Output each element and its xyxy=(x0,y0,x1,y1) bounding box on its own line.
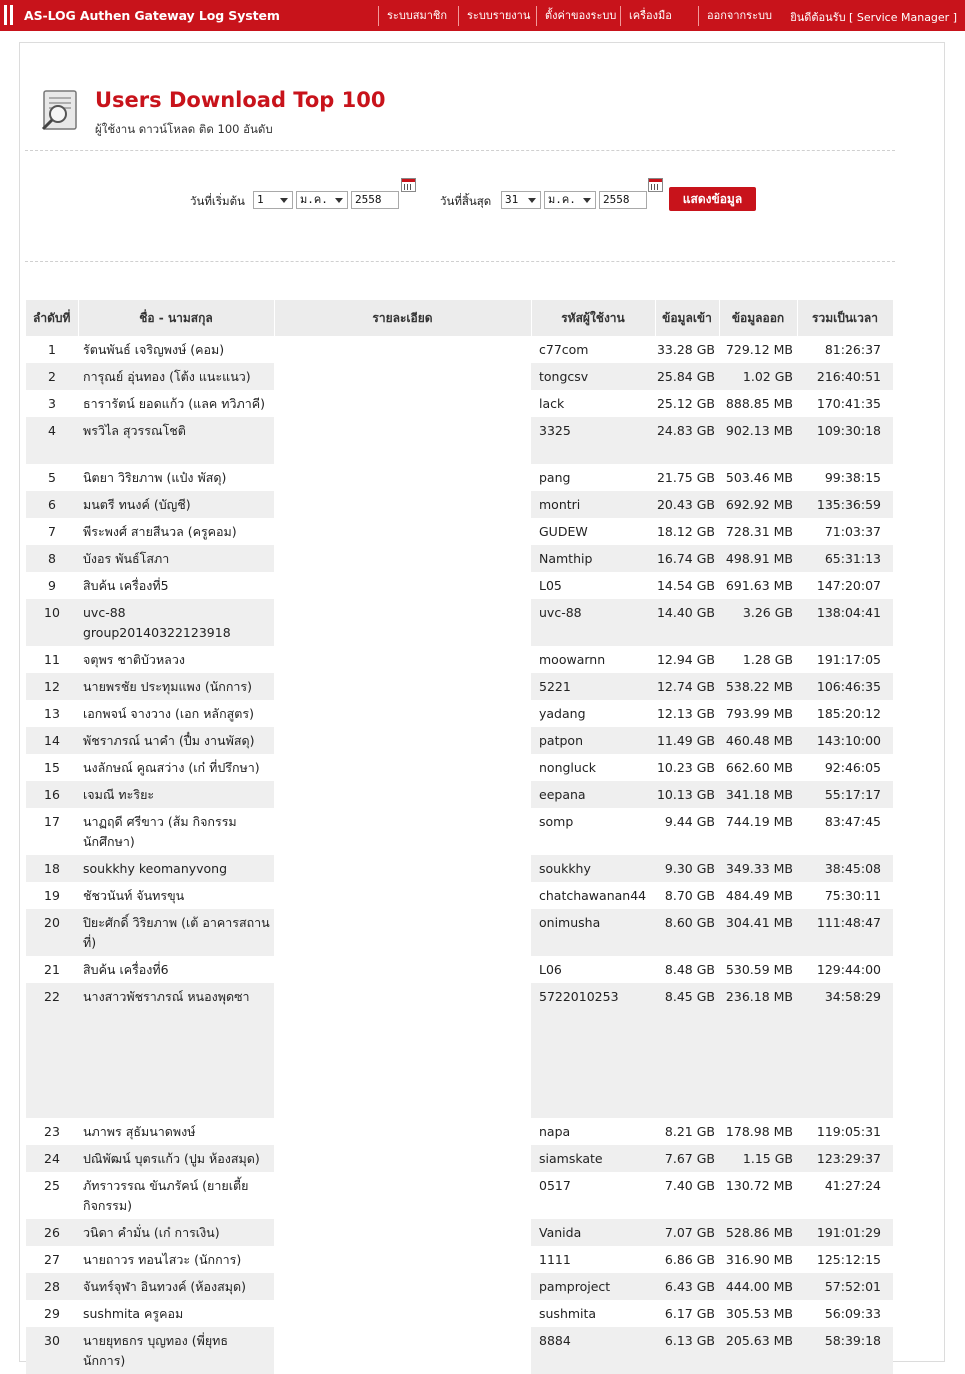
table-row xyxy=(26,909,893,956)
data-out-cell: 1.02 GB xyxy=(719,363,797,390)
detail-cell xyxy=(274,1118,531,1145)
data-out-cell: 744.19 MB xyxy=(719,808,797,855)
detail-cell xyxy=(274,1219,531,1246)
total-time-cell: 55:17:17 xyxy=(797,781,893,808)
data-in-cell: 20.43 GB xyxy=(655,491,719,518)
data-in-cell: 18.12 GB xyxy=(655,518,719,545)
table-row xyxy=(26,1172,893,1219)
nav-logout[interactable]: ออกจากระบบ xyxy=(698,6,788,26)
rank-cell: 11 xyxy=(26,646,78,673)
table-row xyxy=(26,417,893,464)
data-in-cell: 7.40 GB xyxy=(655,1172,719,1219)
data-out-cell: 305.53 MB xyxy=(719,1300,797,1327)
username-cell: siamskate xyxy=(531,1145,655,1172)
table-row xyxy=(26,1246,893,1273)
name-cell: สิบค้น เครื่องที่5 xyxy=(78,572,274,599)
detail-cell xyxy=(274,336,531,363)
data-in-cell: 7.67 GB xyxy=(655,1145,719,1172)
rank-cell: 30 xyxy=(26,1327,78,1374)
app-title: AS-LOG Authen Gateway Log System xyxy=(24,8,280,23)
data-in-cell: 6.17 GB xyxy=(655,1300,719,1327)
name-cell: นายถาวร ทอนไสวะ (นักการ) xyxy=(78,1246,274,1273)
data-out-cell: 304.41 MB xyxy=(719,909,797,956)
name-cell: sushmita ครูคอม xyxy=(78,1300,274,1327)
name-cell: นภาพร สุธัมนาดพงษ์ xyxy=(78,1118,274,1145)
data-in-cell: 9.44 GB xyxy=(655,808,719,855)
rank-cell: 16 xyxy=(26,781,78,808)
table-header-row xyxy=(26,300,893,336)
rank-cell: 19 xyxy=(26,882,78,909)
name-cell: จันทร์จุฬา อินทวงค์ (ห้องสมุด) xyxy=(78,1273,274,1300)
data-out-cell: 888.85 MB xyxy=(719,390,797,417)
username-cell: pamproject xyxy=(531,1273,655,1300)
detail-cell xyxy=(274,808,531,855)
data-in-cell: 12.94 GB xyxy=(655,646,719,673)
end-date-label: วันที่สิ้นสุด xyxy=(440,194,492,208)
data-out-cell: 236.18 MB xyxy=(719,983,797,1118)
table-row xyxy=(26,808,893,855)
table-row xyxy=(26,1300,893,1327)
detail-cell xyxy=(274,1145,531,1172)
data-in-cell: 12.13 GB xyxy=(655,700,719,727)
table-row xyxy=(26,491,893,518)
end-year-input[interactable]: 2558 xyxy=(599,191,647,209)
col-header-data-out: ข้อมูลออก xyxy=(719,300,797,336)
username-cell: L05 xyxy=(531,572,655,599)
rank-cell: 29 xyxy=(26,1300,78,1327)
end-month-select[interactable]: ม.ค. xyxy=(544,191,596,209)
name-cell: นายยุทธกร บุญทอง (พี่ยุทธ นักการ) xyxy=(78,1327,274,1374)
data-out-cell: 729.12 MB xyxy=(719,336,797,363)
detail-cell xyxy=(274,1246,531,1273)
table-row xyxy=(26,545,893,572)
name-cell: พัชราภรณ์ นาคำ (ปื๋ม งานพัสดุ) xyxy=(78,727,274,754)
table-row xyxy=(26,956,893,983)
rank-cell: 18 xyxy=(26,855,78,882)
detail-cell xyxy=(274,572,531,599)
detail-cell xyxy=(274,1273,531,1300)
data-in-cell: 8.48 GB xyxy=(655,956,719,983)
rank-cell: 13 xyxy=(26,700,78,727)
col-header-detail: รายละเอียด xyxy=(274,300,531,336)
data-in-cell: 14.54 GB xyxy=(655,572,719,599)
detail-cell xyxy=(274,983,531,1118)
table-row xyxy=(26,363,893,390)
col-header-total-time: รวมเป็นเวลา xyxy=(797,300,893,336)
data-in-cell: 21.75 GB xyxy=(655,464,719,491)
table-row xyxy=(26,518,893,545)
start-calendar-icon[interactable] xyxy=(401,178,416,192)
detail-cell xyxy=(274,464,531,491)
rank-cell: 5 xyxy=(26,464,78,491)
data-out-cell: 1.28 GB xyxy=(719,646,797,673)
username-cell: eepana xyxy=(531,781,655,808)
table-row xyxy=(26,983,893,1118)
rank-cell: 24 xyxy=(26,1145,78,1172)
table-row xyxy=(26,1327,893,1374)
total-time-cell: 106:46:35 xyxy=(797,673,893,700)
page-subtitle: ผู้ใช้งาน ดาวน์โหลด ติด 100 อันดับ xyxy=(95,122,273,136)
table-row xyxy=(26,646,893,673)
data-out-cell: 1.15 GB xyxy=(719,1145,797,1172)
detail-cell xyxy=(274,390,531,417)
username-cell: tongcsv xyxy=(531,363,655,390)
total-time-cell: 111:48:47 xyxy=(797,909,893,956)
table-row xyxy=(26,464,893,491)
total-time-cell: 65:31:13 xyxy=(797,545,893,572)
data-out-cell: 902.13 MB xyxy=(719,417,797,464)
welcome-text: ยินดีต้อนรับ [ Service Manager ] xyxy=(790,11,957,24)
username-cell: soukkhy xyxy=(531,855,655,882)
total-time-cell: 56:09:33 xyxy=(797,1300,893,1327)
table-row xyxy=(26,1219,893,1246)
start-year-input[interactable]: 2558 xyxy=(351,191,399,209)
rank-cell: 26 xyxy=(26,1219,78,1246)
data-in-cell: 33.28 GB xyxy=(655,336,719,363)
start-day-select[interactable]: 1 xyxy=(253,191,293,209)
total-time-cell: 135:36:59 xyxy=(797,491,893,518)
table-row xyxy=(26,390,893,417)
detail-cell xyxy=(274,956,531,983)
data-out-cell: 316.90 MB xyxy=(719,1246,797,1273)
data-out-cell: 728.31 MB xyxy=(719,518,797,545)
name-cell: พรวิไล สุวรรณโชติ xyxy=(78,417,274,464)
data-in-cell: 9.30 GB xyxy=(655,855,719,882)
username-cell: L06 xyxy=(531,956,655,983)
detail-cell xyxy=(274,673,531,700)
nav-settings[interactable]: ตั้งค่าของระบบ xyxy=(536,6,620,26)
table-row xyxy=(26,599,893,646)
username-cell: napa xyxy=(531,1118,655,1145)
detail-cell xyxy=(274,363,531,390)
name-cell: uvc-88 group20140322123918 xyxy=(78,599,274,646)
rank-cell: 21 xyxy=(26,956,78,983)
detail-cell xyxy=(274,882,531,909)
data-in-cell: 8.45 GB xyxy=(655,983,719,1118)
rank-cell: 1 xyxy=(26,336,78,363)
name-cell: ปณิพัฒน์ บุตรแก้ว (ปูม ห้องสมุด) xyxy=(78,1145,274,1172)
detail-cell xyxy=(274,518,531,545)
data-in-cell: 6.43 GB xyxy=(655,1273,719,1300)
data-out-cell: 205.63 MB xyxy=(719,1327,797,1374)
total-time-cell: 129:44:00 xyxy=(797,956,893,983)
divider xyxy=(25,150,895,151)
col-header-data-in: ข้อมูลเข้า xyxy=(655,300,719,336)
username-cell: chatchawanan44 xyxy=(531,882,655,909)
data-in-cell: 6.13 GB xyxy=(655,1327,719,1374)
col-header-name: ชื่อ - นามสกุล xyxy=(78,300,274,336)
data-out-cell: 178.98 MB xyxy=(719,1118,797,1145)
name-cell: รัตนพันธ์ เจริญพงษ์ (คอม) xyxy=(78,336,274,363)
detail-cell xyxy=(274,1300,531,1327)
rank-cell: 14 xyxy=(26,727,78,754)
username-cell: 1111 xyxy=(531,1246,655,1273)
total-time-cell: 57:52:01 xyxy=(797,1273,893,1300)
username-cell: 0517 xyxy=(531,1172,655,1219)
rank-cell: 28 xyxy=(26,1273,78,1300)
name-cell: วนิดา คำมั่น (เก๋ การเงิน) xyxy=(78,1219,274,1246)
name-cell: ปิยะศักดิ์ วิริยภาพ (เต้ อาคารสถานที่) xyxy=(78,909,274,956)
start-month-select[interactable]: ม.ค. xyxy=(296,191,348,209)
username-cell: 5221 xyxy=(531,673,655,700)
username-cell: moowarnn xyxy=(531,646,655,673)
start-date-label: วันที่เริ่มต้น xyxy=(190,194,245,208)
data-in-cell: 10.23 GB xyxy=(655,754,719,781)
table-row xyxy=(26,727,893,754)
table-row xyxy=(26,572,893,599)
detail-cell xyxy=(274,754,531,781)
data-out-cell: 692.92 MB xyxy=(719,491,797,518)
data-out-cell: 130.72 MB xyxy=(719,1172,797,1219)
rank-cell: 23 xyxy=(26,1118,78,1145)
table-row xyxy=(26,855,893,882)
rank-cell: 3 xyxy=(26,390,78,417)
username-cell: lack xyxy=(531,390,655,417)
username-cell: Vanida xyxy=(531,1219,655,1246)
top-users-table xyxy=(26,300,894,1374)
top-bar xyxy=(0,0,965,31)
total-time-cell: 34:58:29 xyxy=(797,983,893,1118)
name-cell: นาฏฤดี ศรีขาว (ส้ม กิจกรรมนักศึกษา) xyxy=(78,808,274,855)
username-cell: patpon xyxy=(531,727,655,754)
name-cell: นางสาวพัชราภรณ์ หนองพุดซา xyxy=(78,983,274,1118)
total-time-cell: 191:01:29 xyxy=(797,1219,893,1246)
data-out-cell: 662.60 MB xyxy=(719,754,797,781)
rank-cell: 4 xyxy=(26,417,78,464)
name-cell: มนตรี ทนงค์ (บัญชี) xyxy=(78,491,274,518)
total-time-cell: 216:40:51 xyxy=(797,363,893,390)
username-cell: c77com xyxy=(531,336,655,363)
page-title: Users Download Top 100 xyxy=(95,88,386,112)
total-time-cell: 83:47:45 xyxy=(797,808,893,855)
logo-icon xyxy=(4,5,18,25)
detail-cell xyxy=(274,727,531,754)
rank-cell: 20 xyxy=(26,909,78,956)
data-out-cell: 528.86 MB xyxy=(719,1219,797,1246)
name-cell: เจมณี ทะริยะ xyxy=(78,781,274,808)
data-in-cell: 12.74 GB xyxy=(655,673,719,700)
username-cell: uvc-88 xyxy=(531,599,655,646)
data-in-cell: 14.40 GB xyxy=(655,599,719,646)
table-row xyxy=(26,1118,893,1145)
username-cell: GUDEW xyxy=(531,518,655,545)
table-row xyxy=(26,1145,893,1172)
table-row xyxy=(26,700,893,727)
nav-members[interactable]: ระบบสมาชิก xyxy=(378,6,458,26)
name-cell: ธารารัตน์ ยอดแก้ว (แลค ทวิภาคี) xyxy=(78,390,274,417)
name-cell: soukkhy keomanyvong xyxy=(78,855,274,882)
total-time-cell: 170:41:35 xyxy=(797,390,893,417)
detail-cell xyxy=(274,855,531,882)
data-in-cell: 24.83 GB xyxy=(655,417,719,464)
name-cell: ภัทราวรรณ ขันภรัคน์ (ยายเตี้ย กิจกรรม) xyxy=(78,1172,274,1219)
name-cell: การุณย์ อุ่นทอง (โต้ง แนะแนว) xyxy=(78,363,274,390)
divider xyxy=(25,261,895,262)
name-cell: สิบค้น เครื่องที่6 xyxy=(78,956,274,983)
data-in-cell: 16.74 GB xyxy=(655,545,719,572)
username-cell: 8884 xyxy=(531,1327,655,1374)
nav-tools[interactable]: เครื่องมือ xyxy=(620,6,698,26)
data-in-cell: 7.07 GB xyxy=(655,1219,719,1246)
table-row xyxy=(26,1273,893,1300)
data-in-cell: 8.21 GB xyxy=(655,1118,719,1145)
data-out-cell: 530.59 MB xyxy=(719,956,797,983)
rank-cell: 7 xyxy=(26,518,78,545)
data-out-cell: 3.26 GB xyxy=(719,599,797,646)
total-time-cell: 143:10:00 xyxy=(797,727,893,754)
rank-cell: 6 xyxy=(26,491,78,518)
detail-cell xyxy=(274,491,531,518)
data-in-cell: 25.12 GB xyxy=(655,390,719,417)
rank-cell: 2 xyxy=(26,363,78,390)
name-cell: นายพรชัย ประทุมแพง (นักการ) xyxy=(78,673,274,700)
end-day-select[interactable]: 31 xyxy=(501,191,541,209)
table-row xyxy=(26,754,893,781)
username-cell: yadang xyxy=(531,700,655,727)
data-out-cell: 538.22 MB xyxy=(719,673,797,700)
total-time-cell: 147:20:07 xyxy=(797,572,893,599)
data-in-cell: 6.86 GB xyxy=(655,1246,719,1273)
total-time-cell: 123:29:37 xyxy=(797,1145,893,1172)
data-in-cell: 8.70 GB xyxy=(655,882,719,909)
data-in-cell: 25.84 GB xyxy=(655,363,719,390)
total-time-cell: 185:20:12 xyxy=(797,700,893,727)
name-cell: พีระพงศ์ สายสีนวล (ครูคอม) xyxy=(78,518,274,545)
data-out-cell: 484.49 MB xyxy=(719,882,797,909)
detail-cell xyxy=(274,1172,531,1219)
username-cell: somp xyxy=(531,808,655,855)
total-time-cell: 58:39:18 xyxy=(797,1327,893,1374)
rank-cell: 27 xyxy=(26,1246,78,1273)
total-time-cell: 71:03:37 xyxy=(797,518,893,545)
data-out-cell: 793.99 MB xyxy=(719,700,797,727)
data-out-cell: 349.33 MB xyxy=(719,855,797,882)
name-cell: จตุพร ชาติบัวหลวง xyxy=(78,646,274,673)
total-time-cell: 125:12:15 xyxy=(797,1246,893,1273)
data-in-cell: 8.60 GB xyxy=(655,909,719,956)
name-cell: นิตยา วิริยภาพ (แป๋ง พัสดุ) xyxy=(78,464,274,491)
detail-cell xyxy=(274,909,531,956)
total-time-cell: 191:17:05 xyxy=(797,646,893,673)
rank-cell: 22 xyxy=(26,983,78,1118)
rank-cell: 15 xyxy=(26,754,78,781)
name-cell: นงลักษณ์ คูณสว่าง (เก๋ ที่ปรึกษา) xyxy=(78,754,274,781)
name-cell: บังอร พันธ์โสภา xyxy=(78,545,274,572)
total-time-cell: 38:45:08 xyxy=(797,855,893,882)
rank-cell: 25 xyxy=(26,1172,78,1219)
table-row xyxy=(26,673,893,700)
total-time-cell: 81:26:37 xyxy=(797,336,893,363)
total-time-cell: 99:38:15 xyxy=(797,464,893,491)
col-header-username: รหัสผู้ใช้งาน xyxy=(531,300,655,336)
data-out-cell: 503.46 MB xyxy=(719,464,797,491)
detail-cell xyxy=(274,700,531,727)
username-cell: montri xyxy=(531,491,655,518)
username-cell: onimusha xyxy=(531,909,655,956)
end-calendar-icon[interactable] xyxy=(648,178,663,192)
data-out-cell: 341.18 MB xyxy=(719,781,797,808)
data-in-cell: 10.13 GB xyxy=(655,781,719,808)
username-cell: Namthip xyxy=(531,545,655,572)
data-out-cell: 498.91 MB xyxy=(719,545,797,572)
rank-cell: 9 xyxy=(26,572,78,599)
table-row xyxy=(26,882,893,909)
username-cell: 3325 xyxy=(531,417,655,464)
report-icon xyxy=(38,88,82,132)
data-out-cell: 460.48 MB xyxy=(719,727,797,754)
name-cell: ชัชวนันท์ จันทรขุน xyxy=(78,882,274,909)
table-row xyxy=(26,781,893,808)
total-time-cell: 109:30:18 xyxy=(797,417,893,464)
rank-cell: 8 xyxy=(26,545,78,572)
detail-cell xyxy=(274,1327,531,1374)
detail-cell xyxy=(274,417,531,464)
show-data-button[interactable]: แสดงข้อมูล xyxy=(669,187,756,211)
table-row xyxy=(26,336,893,363)
rank-cell: 10 xyxy=(26,599,78,646)
total-time-cell: 119:05:31 xyxy=(797,1118,893,1145)
nav-reports[interactable]: ระบบรายงาน xyxy=(458,6,536,26)
data-in-cell: 11.49 GB xyxy=(655,727,719,754)
username-cell: sushmita xyxy=(531,1300,655,1327)
name-cell: เอกพจน์ จางวาง (เอก หลักสูตร) xyxy=(78,700,274,727)
col-header-rank: ลำดับที่ xyxy=(26,300,78,336)
detail-cell xyxy=(274,599,531,646)
total-time-cell: 92:46:05 xyxy=(797,754,893,781)
username-cell: 5722010253 xyxy=(531,983,655,1118)
total-time-cell: 75:30:11 xyxy=(797,882,893,909)
detail-cell xyxy=(274,545,531,572)
total-time-cell: 138:04:41 xyxy=(797,599,893,646)
username-cell: nongluck xyxy=(531,754,655,781)
username-cell: pang xyxy=(531,464,655,491)
rank-cell: 17 xyxy=(26,808,78,855)
data-out-cell: 444.00 MB xyxy=(719,1273,797,1300)
data-out-cell: 691.63 MB xyxy=(719,572,797,599)
detail-cell xyxy=(274,781,531,808)
detail-cell xyxy=(274,646,531,673)
total-time-cell: 41:27:24 xyxy=(797,1172,893,1219)
rank-cell: 12 xyxy=(26,673,78,700)
